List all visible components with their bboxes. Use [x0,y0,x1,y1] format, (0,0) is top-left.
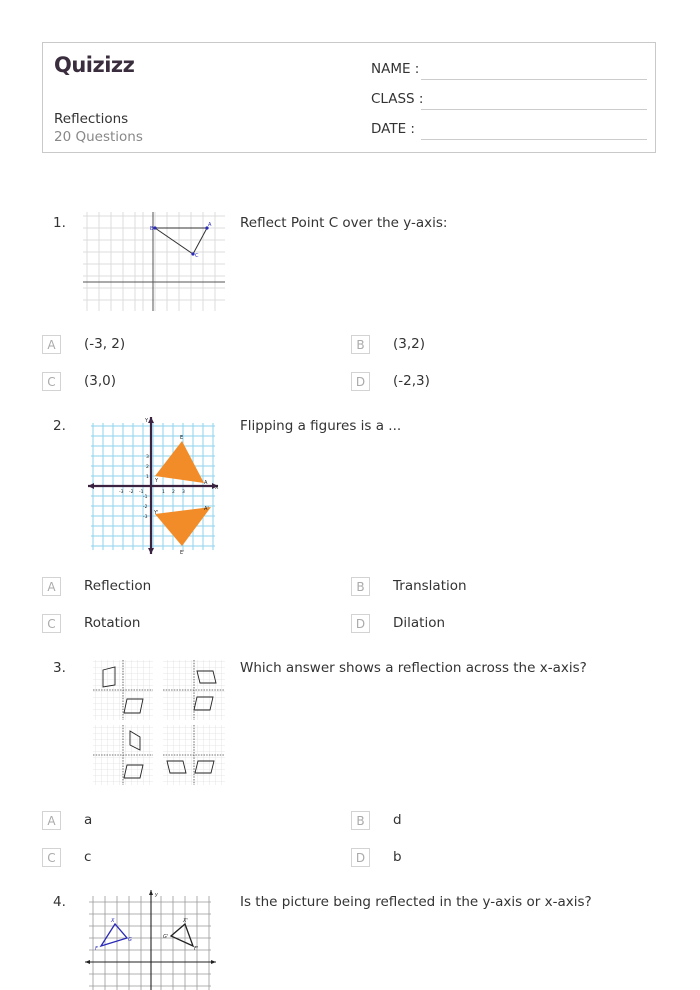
x-tick: 2 [172,490,175,495]
x-tick: -2 [129,490,134,495]
x-tick: -1 [139,490,144,495]
option-d[interactable] [351,372,631,394]
quizizz-logo: Quizizz [54,53,135,77]
name-field[interactable] [371,61,647,81]
option-c[interactable] [42,372,322,394]
question-text: Reflect Point C over the y-axis: [240,215,448,231]
option-b[interactable] [351,577,631,599]
point-a-prime: A' [204,506,209,512]
name-line[interactable] [421,79,647,80]
x-tick: 3 [182,490,185,495]
option-text: (-3, 2) [84,336,126,352]
point-g: G [128,937,132,943]
option-b[interactable] [351,335,631,357]
option-letter: A [42,811,61,830]
question-text: Is the picture being reflected in the y-axis or x-axis? [240,894,592,910]
option-text: (3,2) [393,336,426,352]
option-letter: C [42,372,61,391]
point-y: Y [155,478,159,484]
y-axis-label: Y [145,418,149,424]
option-d[interactable] [351,848,631,870]
class-label: CLASS : [371,91,424,107]
point-y-prime: Y' [154,510,159,516]
x-axis-label: X [215,485,219,491]
x-tick: -3 [119,490,124,495]
option-a[interactable] [42,811,322,833]
point-e-prime: E' [180,550,185,556]
y-tick: 2 [146,465,149,470]
question-text: Which answer shows a reflection across the x-axis? [240,660,587,676]
class-field[interactable] [371,91,647,111]
option-letter: C [42,614,61,633]
date-label: DATE : [371,121,415,137]
orange-triangle-reflection-image [83,413,223,558]
option-letter: A [42,577,61,596]
option-text: c [84,849,92,865]
two-triangles-grid-image [83,888,218,990]
y-tick: -2 [143,505,148,510]
option-b[interactable] [351,811,631,833]
option-letter: B [351,577,370,596]
option-c[interactable] [42,614,322,636]
point-x: X [111,918,115,924]
question-number: 3. [53,660,66,676]
four-grid-parallelograms-image [83,655,231,788]
worksheet-title: Reflections [54,111,129,127]
point-label-c: C [195,253,199,259]
point-label-b: B [150,226,154,232]
option-text: d [393,812,402,828]
option-letter: B [351,335,370,354]
option-text: Dilation [393,615,446,631]
y-tick: 3 [146,455,149,460]
point-g-prime: G' [163,934,169,940]
option-letter: C [42,848,61,867]
option-text: a [84,812,93,828]
question-count: 20 Questions [54,129,143,145]
point-label-a: A [208,222,212,228]
class-line[interactable] [421,109,647,110]
option-c[interactable] [42,848,322,870]
option-letter: D [351,848,370,867]
option-text: (3,0) [84,373,117,389]
option-text: (-2,3) [393,373,430,389]
option-d[interactable] [351,614,631,636]
coordinate-grid-triangle-image [83,210,228,313]
option-text: Rotation [84,615,141,631]
option-a[interactable] [42,577,322,599]
x-tick: 1 [162,490,165,495]
option-a[interactable] [42,335,322,357]
y-axis-label: y [155,892,158,898]
question-number: 1. [53,215,66,231]
question-text: Flipping a figures is a ... [240,418,402,434]
y-tick: -3 [143,515,148,520]
worksheet-header [42,42,656,153]
date-line[interactable] [421,139,647,140]
option-letter: D [351,372,370,391]
y-tick: -1 [143,495,148,500]
option-letter: B [351,811,370,830]
option-text: b [393,849,402,865]
option-text: Reflection [84,578,152,594]
option-letter: A [42,335,61,354]
question-number: 4. [53,894,66,910]
point-f-prime: F' [194,946,199,952]
option-letter: D [351,614,370,633]
y-tick: 1 [146,475,149,480]
name-label: NAME : [371,61,420,77]
question-number: 2. [53,418,66,434]
date-field[interactable] [371,121,647,141]
point-a: A [204,480,208,486]
point-f: F [95,946,98,952]
point-x-prime: X' [183,918,188,924]
option-text: Translation [393,578,467,594]
point-e: E [180,435,184,441]
